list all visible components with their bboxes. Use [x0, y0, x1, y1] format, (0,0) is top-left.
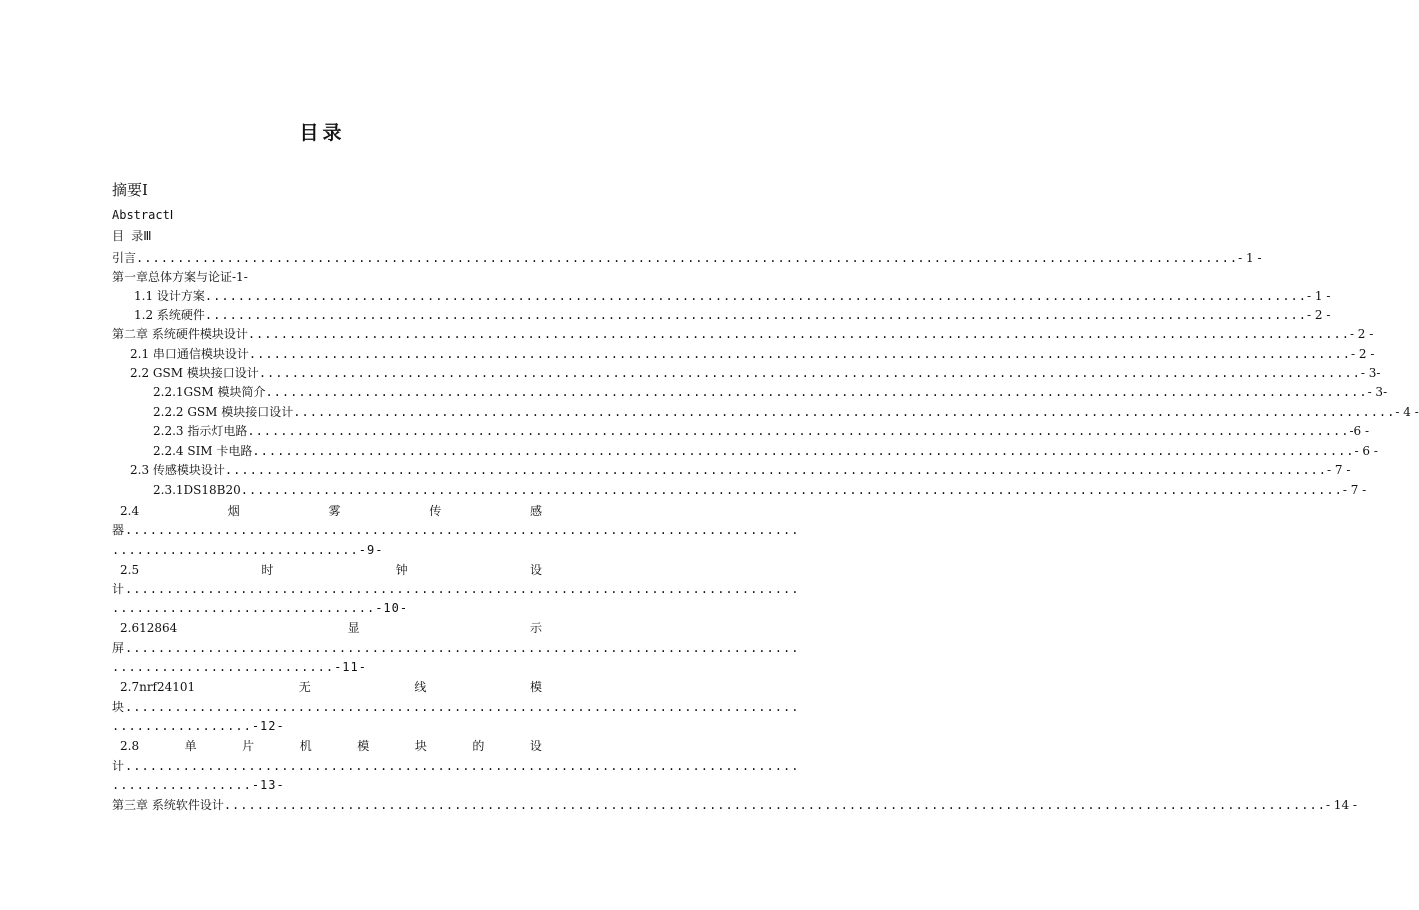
- toc-page-number: -12-: [251, 719, 285, 733]
- toc-spread-part: 设: [529, 563, 542, 577]
- toc-page-number: -11-: [334, 660, 367, 674]
- toc-leader-line: [112, 582, 800, 596]
- toc-entry-text: 2.2.1GSM 模块简介: [153, 385, 266, 399]
- toc-page-number: - 4 -: [1395, 405, 1419, 419]
- toc-page-number: - 2 -: [1307, 308, 1331, 322]
- toc-row[interactable]: [130, 347, 1375, 361]
- toc-leader-dots: [249, 347, 1351, 361]
- toc-page-number: - 6 -: [1354, 444, 1378, 458]
- toc-leader-dots: .................: [112, 778, 252, 792]
- toc-leader-dots: [136, 251, 1238, 265]
- toc-leader-dots: ..................................................................................: [125, 582, 800, 596]
- toc-page-number: - 14 -: [1325, 798, 1357, 812]
- toc-spread-part: 线: [414, 680, 427, 694]
- toc-row[interactable]: [112, 251, 1262, 265]
- toc-spread-part: 2.612864: [120, 621, 178, 635]
- toc-page-number: - 1 -: [1238, 251, 1262, 265]
- toc-spread-part: 显: [347, 621, 360, 635]
- toc-leader-end: [112, 601, 408, 615]
- toc-entry-text: 2.1 串口通信模块设计: [130, 347, 249, 361]
- toc-page-number: - 2 -: [1351, 347, 1375, 361]
- toc-leader-dots: ..................................................................................: [125, 700, 800, 714]
- toc-page-number: - 2 -: [1349, 327, 1374, 341]
- toc-spread-part: 机: [299, 739, 312, 753]
- toc-entry-text: 2.2.3 指示灯电路: [153, 424, 248, 438]
- toc-spread-part: 传: [429, 504, 442, 518]
- toc-leader-dots: [259, 366, 1361, 380]
- toc-spread-part: 模: [357, 739, 370, 753]
- toc-page-number: - 3-: [1367, 385, 1388, 399]
- toc-entry-text: 1.2 系统硬件: [134, 308, 205, 322]
- toc-page-number: -13-: [251, 778, 285, 792]
- toc-spread-part: 2.5: [120, 563, 140, 577]
- toc-row[interactable]: [112, 798, 1357, 812]
- toc-entry-text: 2.3.1DS18B20: [153, 483, 241, 497]
- toc-spread-part: 2.7nrf24101: [120, 680, 196, 694]
- toc-leader-dots: .................: [112, 719, 252, 733]
- toc-page-number: -6 -: [1349, 424, 1370, 438]
- toc-leader-end: [112, 660, 367, 674]
- toc-page-number: - 7 -: [1327, 463, 1351, 477]
- toc-spread-row[interactable]: [120, 504, 542, 518]
- toc-row[interactable]: [130, 366, 1381, 380]
- toc-leader-end: [112, 778, 285, 792]
- toc-leader-end: [112, 719, 285, 733]
- toc-spread-part: 雾: [328, 504, 341, 518]
- toc-spread-part: 烟: [227, 504, 240, 518]
- toc-entry-text: 第二章 系统硬件模块设计: [112, 327, 248, 341]
- toc-spread-part: 无: [298, 680, 311, 694]
- toc-spread-part: 片: [242, 739, 255, 753]
- toc-wrap-char: 块: [112, 700, 126, 714]
- toc-leader-dots: ..............................: [112, 543, 359, 557]
- toc-spread-part: 模: [529, 680, 542, 694]
- toc-spread-row[interactable]: [120, 563, 542, 577]
- toc-wrap-char: 屏: [112, 641, 126, 655]
- toc-page-number: - 7 -: [1342, 483, 1367, 497]
- toc-leader-dots: [247, 424, 1349, 438]
- toc-spread-part: 2.4: [120, 504, 140, 518]
- toc-row[interactable]: [153, 405, 1419, 419]
- toc-leader-dots: ..................................................................................: [125, 641, 800, 655]
- toc-spread-part: 块: [414, 739, 427, 753]
- toc-page-number: -9-: [358, 543, 384, 557]
- toc-entry-text: 2.2.2 GSM 模块接口设计: [153, 405, 294, 419]
- toc-entry-text: 1.1 设计方案: [134, 289, 205, 303]
- toc-wrap-char: 计: [112, 759, 126, 773]
- toc-row[interactable]: [134, 308, 1331, 322]
- toc-leader-line: [112, 641, 800, 655]
- toc-spread-part: 单: [184, 739, 197, 753]
- toc-row[interactable]: [130, 463, 1351, 477]
- toc-mulu: 目 录Ⅲ: [112, 229, 152, 243]
- toc-wrap-char: 计: [112, 582, 126, 596]
- toc-leader-line: [112, 700, 800, 714]
- toc-leader-line: [112, 523, 800, 537]
- toc-leader-dots: [225, 463, 1327, 477]
- toc-row[interactable]: [112, 327, 1374, 341]
- toc-entry-text: 2.3 传感模块设计: [130, 463, 225, 477]
- toc-entry-text: 引言: [112, 251, 137, 265]
- toc-leader-dots: [265, 385, 1367, 399]
- toc-leader-dots: ...........................: [112, 660, 335, 674]
- toc-spread-part: 的: [472, 739, 485, 753]
- toc-leader-dots: ..................................................................................: [125, 759, 800, 773]
- abstract-heading: 摘要Ⅰ: [112, 181, 148, 199]
- toc-leader-dots: [252, 444, 1354, 458]
- toc-leader-dots: [248, 327, 1350, 341]
- toc-row[interactable]: 第一章总体方案与论证-1-: [112, 270, 248, 284]
- toc-leader-line: [112, 759, 800, 773]
- toc-leader-dots: [224, 798, 1326, 812]
- toc-spread-row[interactable]: [120, 621, 542, 635]
- toc-spread-part: 时: [261, 563, 274, 577]
- toc-wrap-char: 器: [112, 523, 126, 537]
- toc-row[interactable]: [134, 289, 1331, 303]
- toc-spread-row[interactable]: [120, 739, 542, 753]
- toc-row[interactable]: [153, 483, 1367, 497]
- toc-spread-row[interactable]: [120, 680, 542, 694]
- toc-leader-dots: [293, 405, 1395, 419]
- toc-leader-end: [112, 543, 383, 557]
- toc-entry-text: 2.2.4 SIM 卡电路: [153, 444, 253, 458]
- toc-row[interactable]: [153, 385, 1388, 399]
- toc-page-number: - 3-: [1360, 366, 1381, 380]
- toc-page-number: -10-: [375, 601, 409, 615]
- toc-spread-part: 2.8: [120, 739, 140, 753]
- toc-spread-part: 感: [529, 504, 542, 518]
- toc-leader-dots: [205, 308, 1307, 322]
- toc-spread-part: 设: [529, 739, 542, 753]
- toc-entry-text: 2.2 GSM 模块接口设计: [130, 366, 259, 380]
- toc-entry-text: 第三章 系统软件设计: [112, 798, 224, 812]
- toc-abstract-en: AbstractⅠ: [112, 208, 174, 222]
- toc-spread-part: 钟: [395, 563, 408, 577]
- toc-leader-dots: ..................................................................................: [125, 523, 800, 537]
- toc-row[interactable]: [153, 424, 1370, 438]
- toc-leader-dots: [205, 289, 1307, 303]
- toc-leader-dots: ................................: [112, 601, 376, 615]
- toc-spread-part: 示: [529, 621, 542, 635]
- page-title: 目录: [299, 122, 346, 144]
- toc-row[interactable]: [153, 444, 1378, 458]
- toc-leader-dots: [241, 483, 1343, 497]
- toc-page-number: - 1 -: [1307, 289, 1331, 303]
